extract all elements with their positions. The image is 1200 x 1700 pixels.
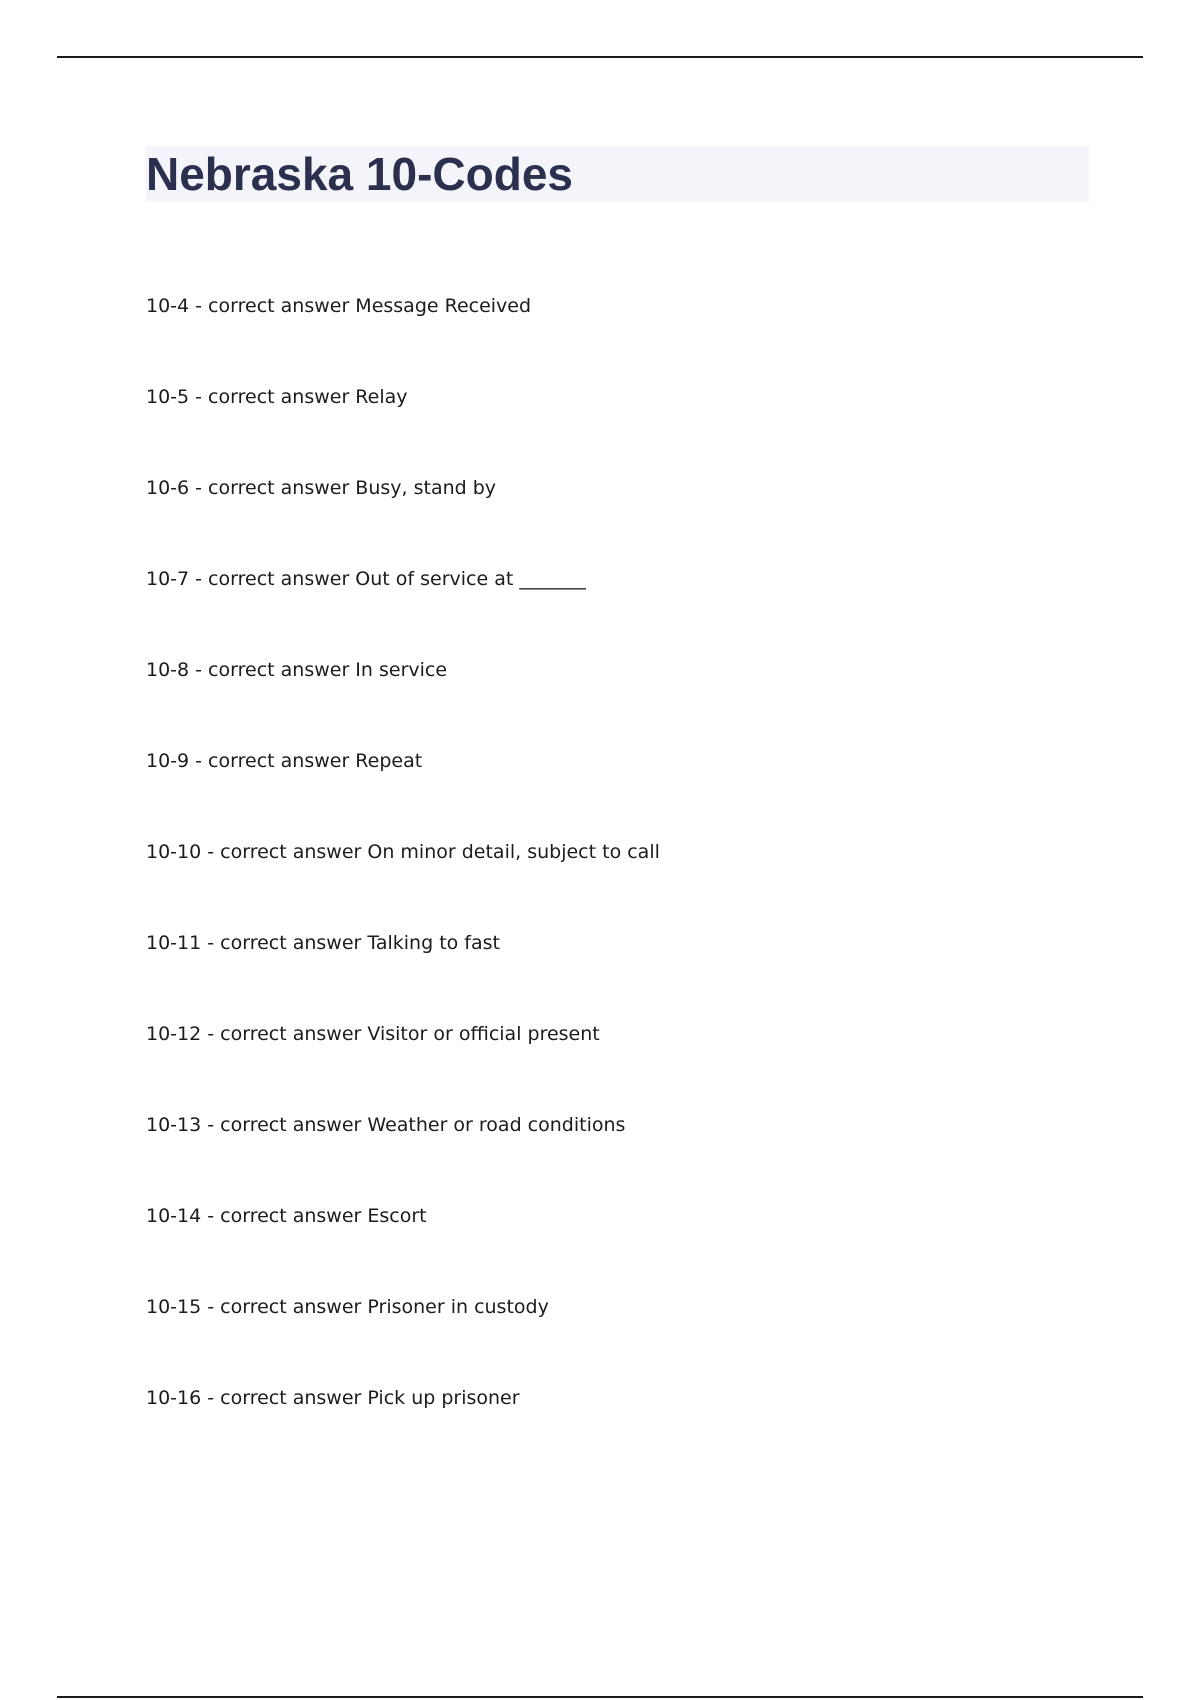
entry-code: 10-10: [146, 841, 202, 863]
entry-meaning: Out of service at _______: [355, 568, 586, 590]
code-entry-10-8: [146, 653, 660, 744]
code-entry-10-5: [146, 380, 660, 471]
entry-code: 10-13: [146, 1114, 202, 1136]
entry-meaning: Prisoner in custody: [367, 1296, 549, 1318]
entry-code: 10-9: [146, 750, 190, 772]
code-list: [146, 289, 660, 1472]
entry-separator: - correct answer: [201, 1205, 368, 1227]
entry-meaning: Pick up prisoner: [367, 1387, 520, 1409]
code-entry-10-6: [146, 471, 660, 562]
entry-separator: - correct answer: [189, 659, 356, 681]
code-entry-10-7: [146, 562, 660, 653]
entry-separator: - correct answer: [189, 750, 356, 772]
entry-separator: - correct answer: [189, 477, 356, 499]
entry-meaning: Visitor or official present: [367, 1023, 600, 1045]
entry-separator: - correct answer: [189, 295, 356, 317]
entry-separator: - correct answer: [189, 386, 356, 408]
code-entry-10-14: [146, 1199, 660, 1290]
entry-meaning: Escort: [367, 1205, 427, 1227]
entry-meaning: On minor detail, subject to call: [367, 841, 660, 863]
entry-separator: - correct answer: [201, 841, 368, 863]
entry-code: 10-7: [146, 568, 190, 590]
code-entry-10-10: [146, 835, 660, 926]
entry-meaning: In service: [355, 659, 448, 681]
entry-meaning: Busy, stand by: [355, 477, 497, 499]
code-entry-10-9: [146, 744, 660, 835]
entry-separator: - correct answer: [201, 1023, 368, 1045]
entry-code: 10-4: [146, 295, 190, 317]
entry-separator: - correct answer: [189, 568, 356, 590]
top-rule: [57, 56, 1143, 58]
entry-code: 10-16: [146, 1387, 202, 1409]
code-entry-10-4: [146, 289, 660, 380]
entry-meaning: Relay: [355, 386, 408, 408]
entry-separator: - correct answer: [201, 932, 368, 954]
entry-code: 10-14: [146, 1205, 202, 1227]
bottom-rule: [57, 1696, 1143, 1698]
entry-separator: - correct answer: [201, 1387, 368, 1409]
document-title: Nebraska 10-Codes: [146, 148, 573, 200]
entry-code: 10-11: [146, 932, 202, 954]
code-entry-10-11: [146, 926, 660, 1017]
entry-meaning: Repeat: [355, 750, 423, 772]
code-entry-10-16: [146, 1381, 660, 1472]
entry-code: 10-5: [146, 386, 190, 408]
code-entry-10-15: [146, 1290, 660, 1381]
entry-code: 10-6: [146, 477, 190, 499]
code-entry-10-13: [146, 1108, 660, 1199]
entry-separator: - correct answer: [201, 1296, 368, 1318]
entry-meaning: Weather or road conditions: [367, 1114, 626, 1136]
code-entry-10-12: [146, 1017, 660, 1108]
entry-code: 10-12: [146, 1023, 202, 1045]
entry-meaning: Message Received: [355, 295, 532, 317]
entry-meaning: Talking to fast: [367, 932, 500, 954]
entry-separator: - correct answer: [201, 1114, 368, 1136]
entry-code: 10-15: [146, 1296, 202, 1318]
entry-code: 10-8: [146, 659, 190, 681]
